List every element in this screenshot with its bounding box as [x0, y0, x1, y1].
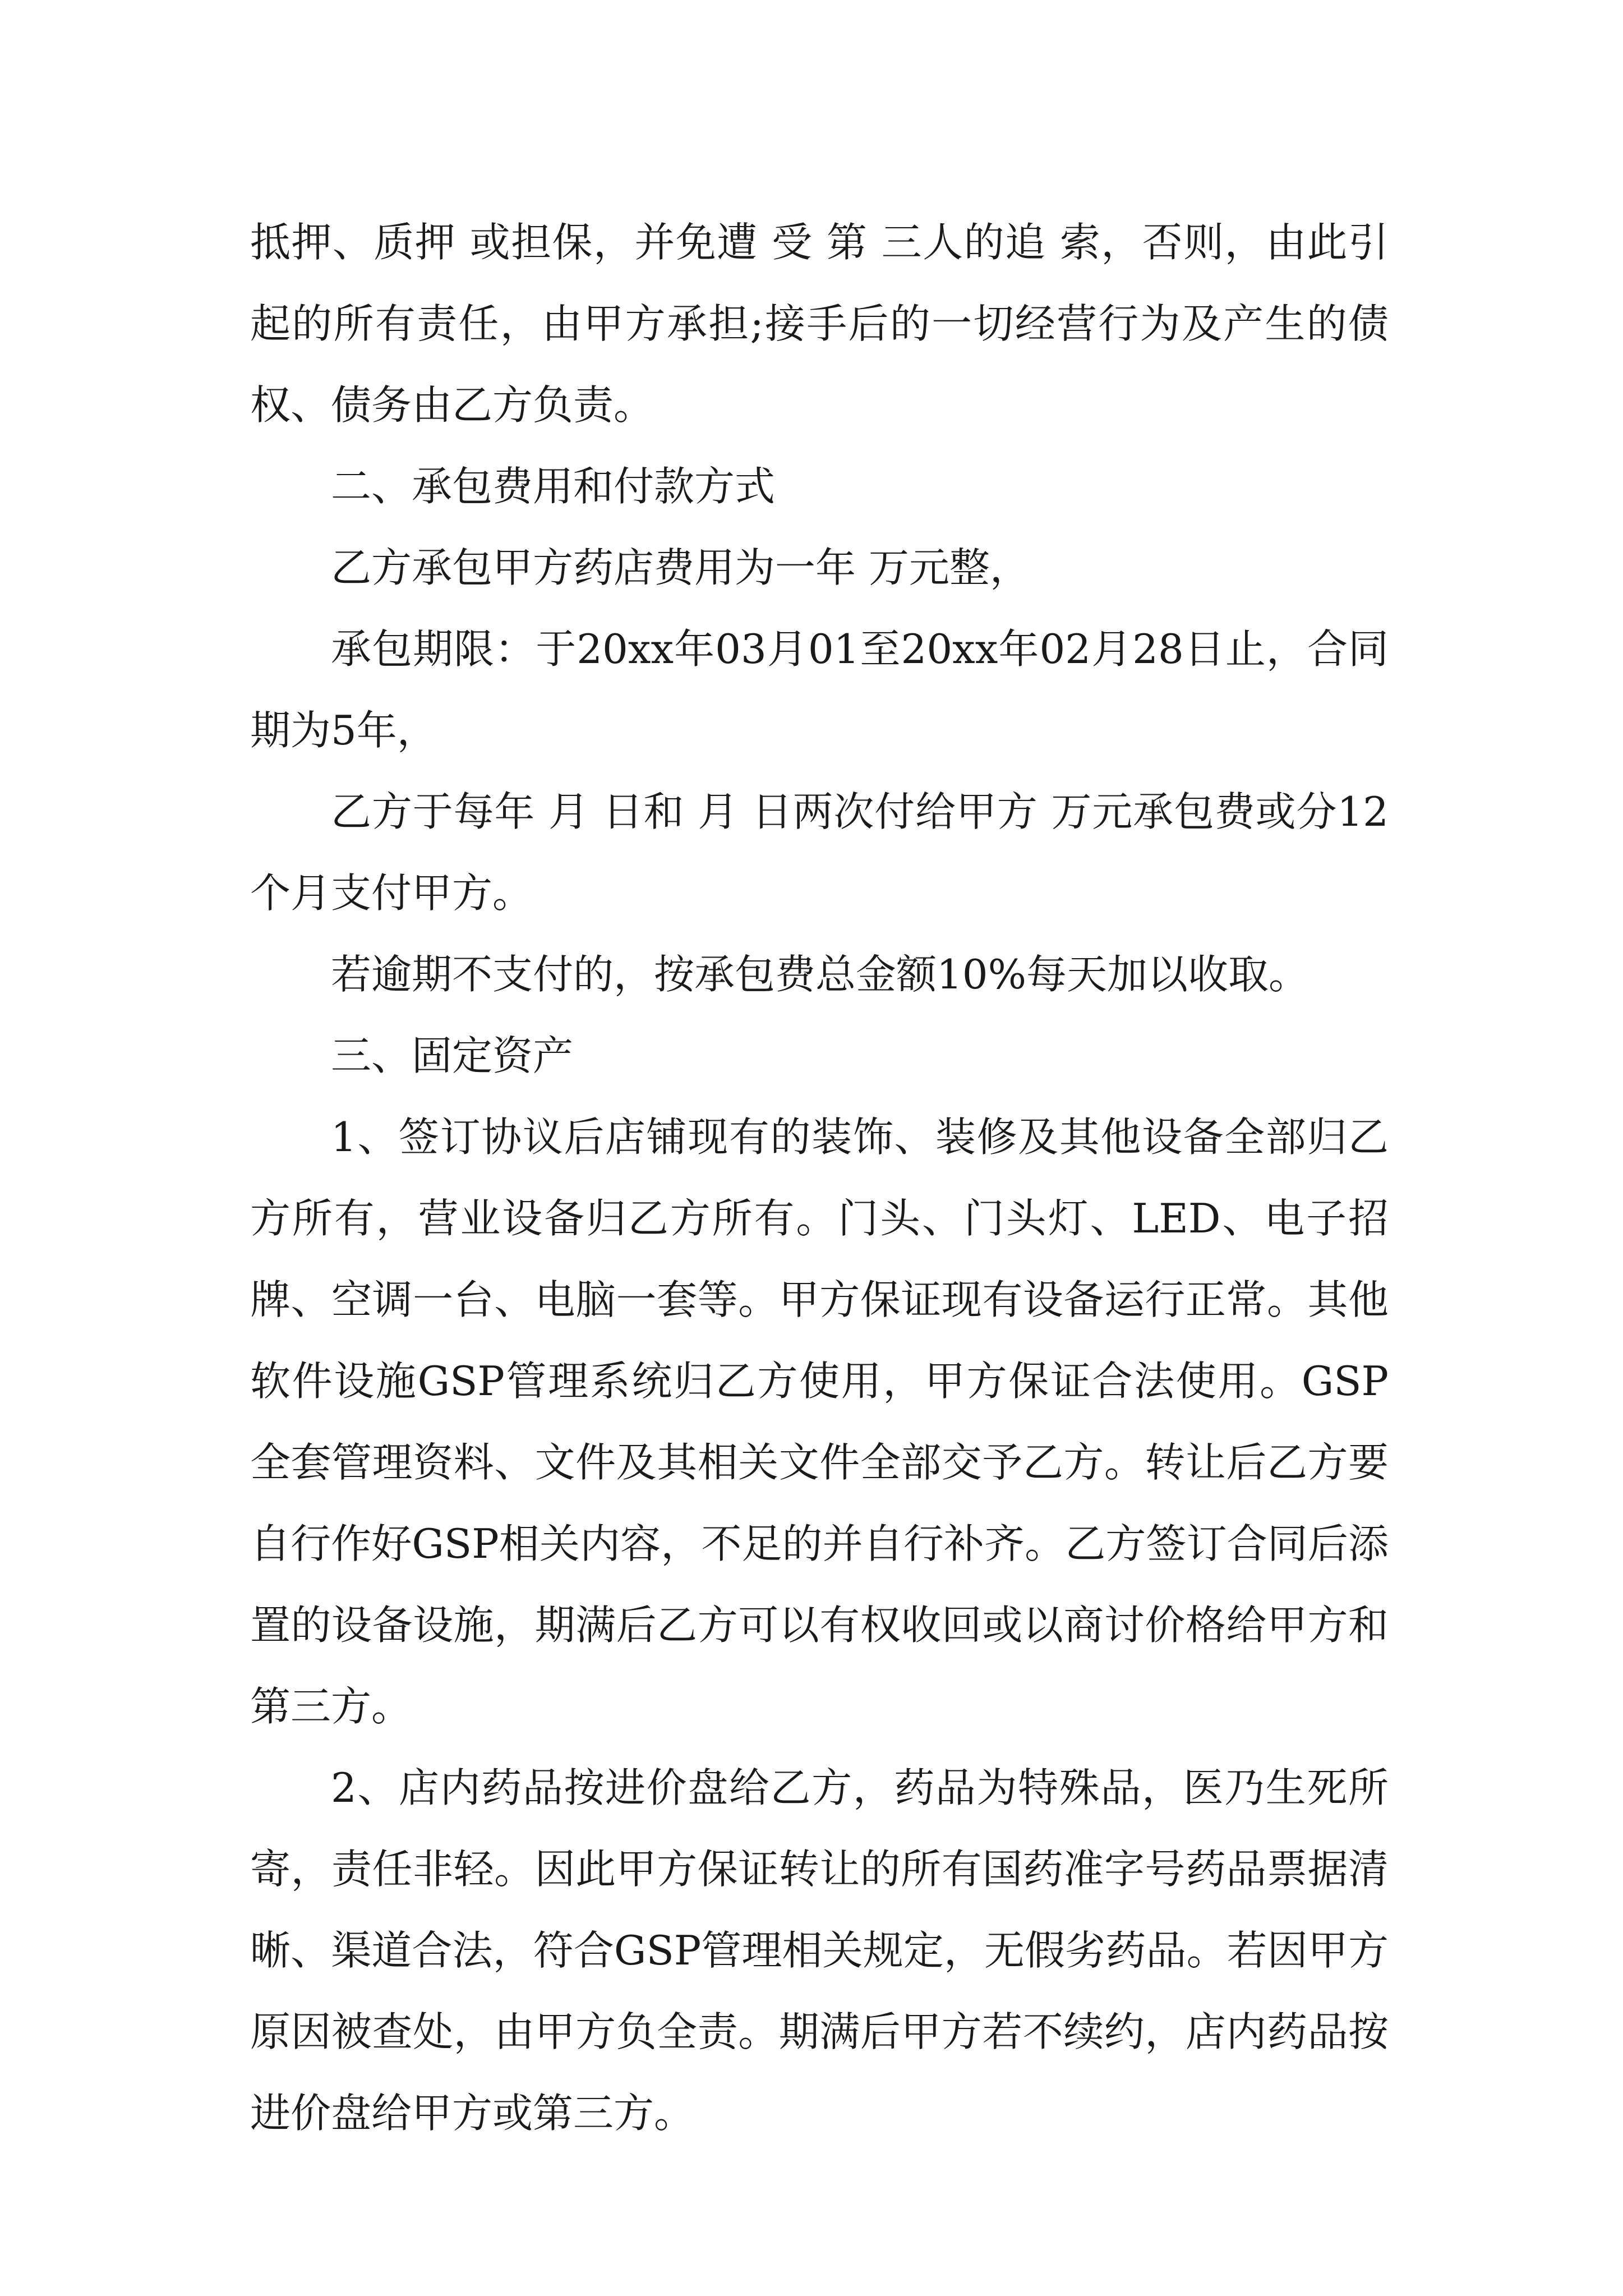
document-body — [250, 202, 1389, 2154]
paragraph-fixed-assets-2: 2、店内药品按进价盘给乙方，药品为特殊品，医乃生死所寄，责任非轻。因此甲方保证转让的所有国药准字号药品票据清晰、渠道合法，符合GSP管理相关规定，无假劣药品。若因甲方原因被查处，由甲方负全责。期满后甲方若不续约，店内药品按进价盘给甲方或第三方。 — [250, 1764, 1389, 2137]
section-heading-fixed-assets: 三、固定资产 — [331, 1032, 574, 1079]
paragraph-annual-fee: 乙方承包甲方药店费用为一年 万元整， — [331, 544, 1030, 591]
paragraph-continuation: 抵押、质押 或担保，并免遭 受 第 三人的追 索，否则，由此引起的所有责任，由甲方承担;接手后的一切经营行为及产生的债权、债务由乙方负责。 — [250, 219, 1389, 429]
paragraph-contract-term: 承包期限：于20xx年03月01至20xx年02月28日止，合同期为5年， — [250, 625, 1389, 754]
section-heading-fees: 二、承包费用和付款方式 — [331, 463, 776, 510]
paragraph-late-penalty: 若逾期不支付的，按承包费总金额10%每天加以收取。 — [331, 951, 1310, 998]
paragraph-payment-schedule: 乙方于每年 月 日和 月 日两次付给甲方 万元承包费或分12个月支付甲方。 — [250, 788, 1389, 917]
paragraph-fixed-assets-1: 1、签订协议后店铺现有的装饰、装修及其他设备全部归乙方所有，营业设备归乙方所有。门头、门头灯、LED、电子招牌、空调一台、电脑一套等。甲方保证现有设备运行正常。其他软件设施GSP管理系统归乙方使用，甲方保证合法使用。GSP全套管理资料、文件及其相关文件全部交予乙方。转让后乙方要自行作好GSP相关内容，不足的并自行补齐。乙方签订合同后添置的设备设施，期满后乙方可以有权收回或以商讨价格给甲方和第三方。 — [250, 1114, 1389, 1730]
